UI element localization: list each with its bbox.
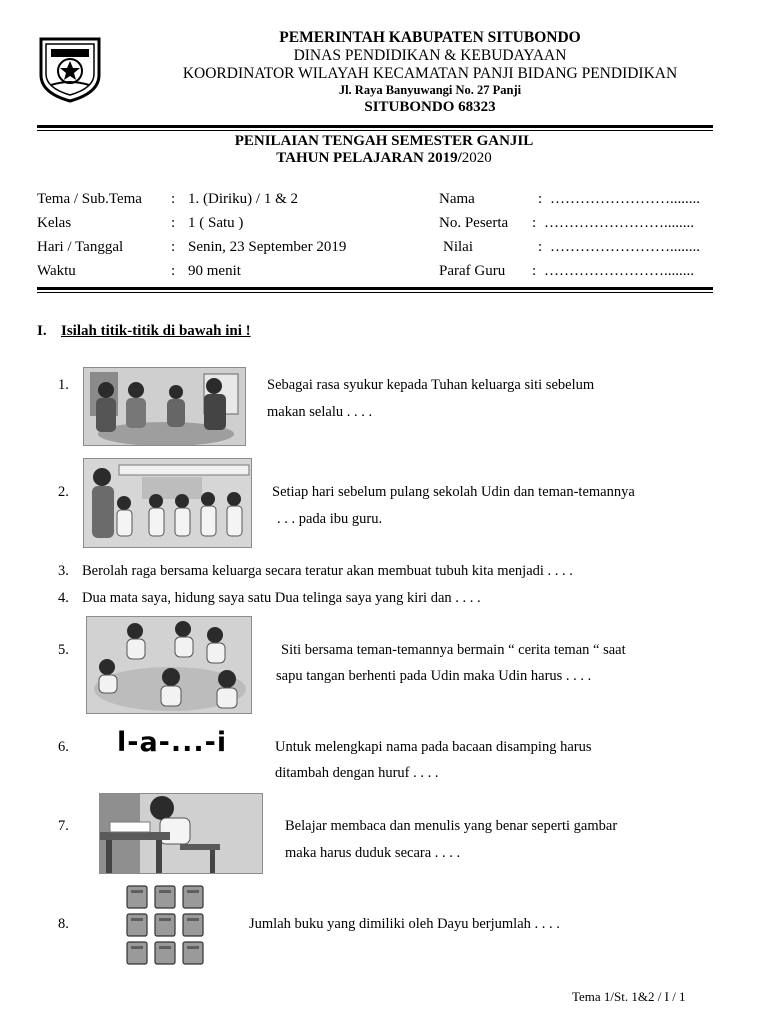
info-value-class: 1 ( Satu )	[188, 215, 244, 231]
info-label-class: Kelas	[37, 215, 72, 231]
letterhead-rule-thin	[37, 130, 713, 131]
info-colon: :	[538, 239, 543, 255]
question-2-line-1: Setiap hari sebelum pulang sekolah Udin dan teman-temannya	[272, 484, 635, 500]
section-instruction: Isilah titik-titik di bawah ini !	[61, 323, 251, 339]
info-label-theme: Tema / Sub.Tema	[37, 191, 142, 207]
question-6-line-2: ditambah dengan huruf . . . .	[275, 765, 439, 781]
question-7-line-1: Belajar membaca dan menulis yang benar seperti gambar	[285, 818, 618, 834]
info-rule-thin	[37, 292, 713, 293]
info-label-participant-no: No. Peserta	[439, 215, 509, 231]
family-praying-illustration	[83, 367, 246, 446]
question-number: 3.	[58, 563, 69, 579]
info-colon: :	[538, 191, 543, 207]
exam-year	[0, 150, 768, 167]
info-colon: :	[171, 263, 176, 279]
info-label-time: Waktu	[37, 263, 76, 279]
info-colon: :	[171, 215, 176, 231]
question-number: 7.	[58, 818, 69, 834]
info-rule-thick	[37, 287, 713, 290]
letterhead-coordinator: KOORDINATOR WILAYAH KECAMATAN PANJI BIDANG PENDIDIKAN	[182, 65, 678, 82]
info-value-participant-no: ……………………........	[544, 215, 694, 231]
question-7-line-2: maka harus duduk secara . . . .	[285, 845, 461, 861]
info-colon: :	[171, 191, 176, 207]
section-number: I.	[37, 323, 47, 339]
books-count-illustration	[125, 884, 209, 966]
question-number: 5.	[58, 642, 69, 658]
letterhead-city: SITUBONDO 68323	[364, 99, 496, 115]
info-value-teacher-sign: ……………………........	[544, 263, 694, 279]
info-value-date: Senin, 23 September 2019	[188, 239, 347, 255]
question-number: 2.	[58, 484, 69, 500]
letterhead-rule-thick	[37, 125, 713, 128]
spelling-word: l-a-...-i	[117, 727, 228, 758]
info-value-score: ……………………........	[550, 239, 700, 255]
page-footer: Tema 1/St. 1&2 / I / 1	[572, 989, 686, 1004]
question-6-line-1: Untuk melengkapi nama pada bacaan disamping harus	[275, 739, 592, 755]
question-3-text: Berolah raga bersama keluarga secara teratur akan membuat tubuh kita menjadi . . . .	[82, 563, 573, 579]
students-greeting-teacher-illustration	[83, 458, 252, 548]
child-writing-at-desk-illustration	[99, 793, 263, 874]
info-colon: :	[532, 263, 537, 279]
question-number: 6.	[58, 739, 69, 755]
info-value-name: ……………………........	[550, 191, 700, 207]
info-label-score: Nilai	[443, 239, 473, 255]
letterhead-department: DINAS PENDIDIKAN & KEBUDAYAAN	[293, 47, 567, 64]
info-label-date: Hari / Tanggal	[37, 239, 124, 255]
question-2-line-2: . . . pada ibu guru.	[277, 511, 383, 527]
children-playing-circle-illustration	[86, 616, 252, 714]
info-value-time: 90 menit	[188, 263, 241, 279]
info-colon: :	[171, 239, 176, 255]
question-8-text: Jumlah buku yang dimiliki oleh Dayu berjumlah . . . .	[249, 916, 560, 932]
question-1-line-2: makan selalu . . . .	[267, 404, 373, 420]
info-value-theme: 1. (Diriku) / 1 & 2	[188, 191, 298, 207]
info-label-name: Nama	[439, 191, 475, 207]
question-5-line-1: Siti bersama teman-temannya bermain “ cerita teman “ saat	[281, 642, 626, 658]
question-number: 4.	[58, 590, 69, 606]
question-5-line-2: sapu tangan berhenti pada Udin maka Udin harus . . . .	[276, 668, 592, 684]
question-number: 8.	[58, 916, 69, 932]
letterhead-address: Jl. Raya Banyuwangi No. 27 Panji	[338, 83, 522, 97]
question-1-line-1: Sebagai rasa syukur kepada Tuhan keluarga siti sebelum	[267, 377, 595, 393]
question-number: 1.	[58, 377, 69, 393]
info-label-teacher-sign: Paraf Guru	[439, 263, 506, 279]
exam-title: PENILAIAN TENGAH SEMESTER GANJIL	[234, 133, 534, 149]
question-4-text: Dua mata saya, hidung saya satu Dua telinga saya yang kiri dan . . . .	[82, 590, 481, 606]
info-colon: :	[532, 215, 537, 231]
exam-year-label: TAHUN PELAJARAN 2019/	[276, 150, 462, 166]
letterhead-government: PEMERINTAH KABUPATEN SITUBONDO	[279, 29, 581, 46]
exam-year-end: 2020	[461, 150, 492, 166]
